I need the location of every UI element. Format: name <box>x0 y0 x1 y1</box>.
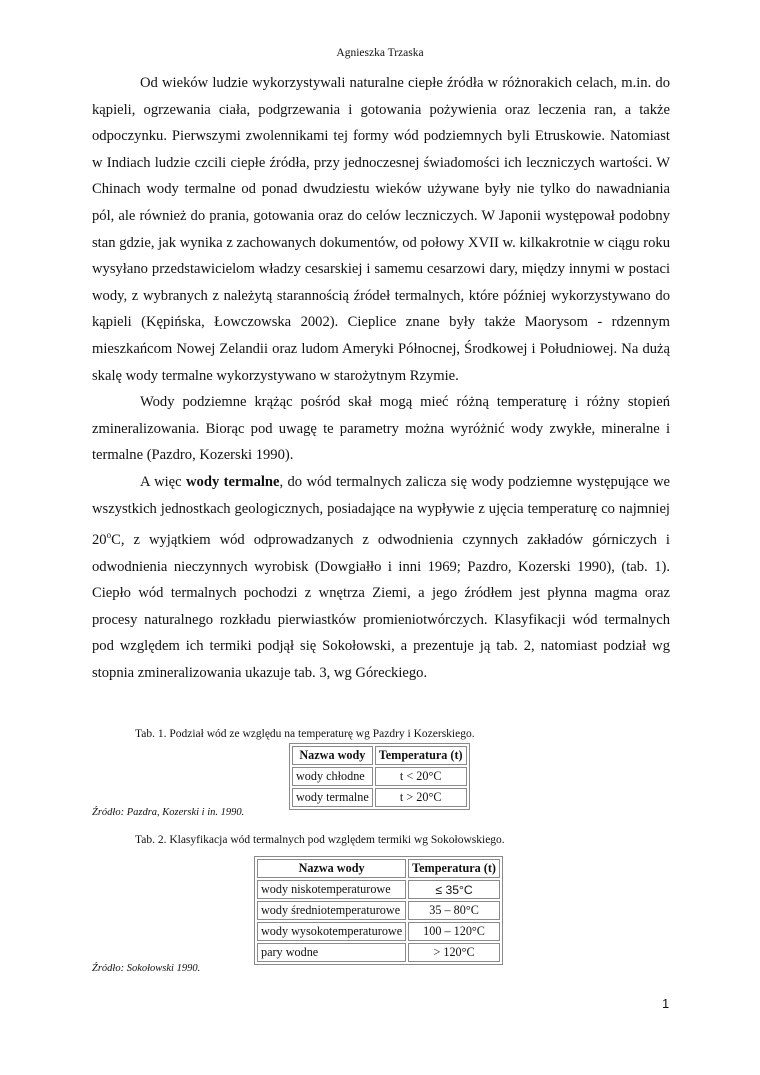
table-cell: wody chłodne <box>292 767 373 786</box>
table1 <box>289 743 470 810</box>
table-header-cell: Nazwa wody <box>292 746 373 765</box>
paragraph-1: Od wieków ludzie wykorzystywali naturalne ciepłe źródła w różnorakich celach, m.in. do kąpieli, ogrzewania ciała, podgrzewania i gotowania pożywienia oraz leczenia ran, a także odpoczynku. Pierwszymi zwolennikami tej formy wód podziemnych byli Etruskowie. Natomiast w Indiach ludzie czcili ciepłe źródła, przy jednoczesnej świadomości ich leczniczych wartości. W Chinach wody termalne od ponad dwudziestu wieków używane były nie tylko do nawadniania pól, ale również do prania, gotowania oraz do celów leczniczych. W Japonii występował podobny stan gdzie, jak wynika z zachowanych dokumentów, od połowy XVII w. kilkakrotnie w ciągu roku wysyłano przedstawicielom władzy cesarskiej i samemu cesarzowi dary, między innymi w postaci wody, z wybranych z należytą starannością źródeł termalnych, które później wykorzystywano do kąpieli (Kępińska, Łowczowska 2002). Cieplice znane były także Maorysom - rdzennym mieszkańcom Nowej Zelandii oraz ludom Ameryki Północnej, Środkowej i Południowej. Na dużą skalę wody termalne wykorzystywano w starożytnym Rzymie. <box>92 75 670 384</box>
paragraph-3-intro: A więc <box>140 473 182 490</box>
table1-source: Źródło: Pazdra, Kozerski i in. 1990. <box>92 807 245 818</box>
table-cell: t < 20°C <box>375 767 467 786</box>
table-row <box>257 880 500 899</box>
table-row <box>292 767 467 786</box>
paragraph-3-part-a: , do wód termalnych zalicza się wody podziemne występujące we wszystkich jednostkach geologicznych, posiadające na wypływie z ujęcia temperaturę co najmniej 20 <box>92 473 670 548</box>
table-cell: 35 – 80°C <box>408 901 500 920</box>
table-row <box>257 922 500 941</box>
table2-source: Źródło: Sokołowski 1990. <box>92 963 201 974</box>
table-cell: wody średniotemperaturowe <box>257 901 406 920</box>
table-header-row <box>292 746 467 765</box>
table-cell: t > 20°C <box>375 788 467 807</box>
table-cell: wody wysokotemperaturowe <box>257 922 406 941</box>
table-cell: wody niskotemperaturowe <box>257 880 406 899</box>
table-cell: 100 – 120°C <box>408 922 500 941</box>
table-cell: ≤ 35°C <box>408 880 500 899</box>
table-row <box>257 901 500 920</box>
paragraph-2: Wody podziemne krążąc pośród skał mogą mieć różną temperaturę i różny stopień zmineralizowania. Biorąc pod uwagę te parametry można wyróżnić wody zwykłe, mineralne i termalne (Pazdro, Kozerski 1990). <box>92 394 670 464</box>
table-cell: > 120°C <box>408 943 500 962</box>
table2-caption: Tab. 2. Klasyfikacja wód termalnych pod względem termiki wg Sokołowskiego. <box>135 834 505 846</box>
table-header-cell: Nazwa wody <box>257 859 406 878</box>
table-row <box>257 943 500 962</box>
body-text <box>92 70 670 687</box>
table-cell: wody termalne <box>292 788 373 807</box>
degree-superscript: o <box>106 530 112 541</box>
paragraph-3-part-b: C, z wyjątkiem wód odprowadzanych z odwodnienia czynnych zakładów górniczych i odwodnienia nieczynnych wyrobisk (Dowgiałło i inni 1969; Pazdro, Kozerski 1990), (tab. 1). Ciepło wód termalnych pochodzi z wnętrza Ziemi, a jego źródłem jest płynna magma oraz procesy naturalnego rozkładu pierwiastków promieniotwórczych. Klasyfikacji wód termalnych pod względem ich termiki podjął się Sokołowski, a prezentuje ją tab. 2, natomiast podział wg stopnia zmineralizowania ukazuje tab. 3, wg Góreckiego. <box>92 531 670 681</box>
table-header-cell: Temperatura (t) <box>375 746 467 765</box>
table1-caption: Tab. 1. Podział wód ze względu na temperaturę wg Pazdry i Kozerskiego. <box>135 728 475 740</box>
table-header-row <box>257 859 500 878</box>
table2 <box>254 856 503 965</box>
term-wody-termalne: wody termalne <box>186 473 280 490</box>
table-cell: pary wodne <box>257 943 406 962</box>
paragraph-3 <box>92 469 670 687</box>
page-header-author: Agnieszka Trzaska <box>336 47 424 59</box>
table-row <box>292 788 467 807</box>
page-number: 1 <box>662 996 670 1011</box>
table-header-cell: Temperatura (t) <box>408 859 500 878</box>
